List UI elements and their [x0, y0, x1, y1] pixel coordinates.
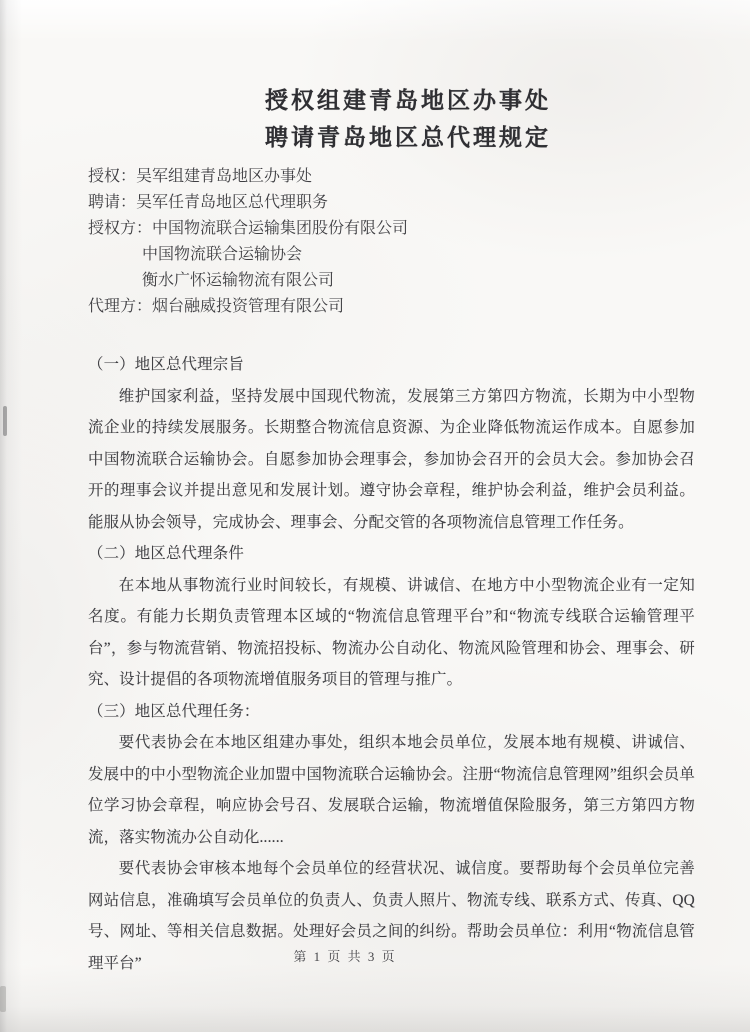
section-1-paragraph: 维护国家利益，坚持发展中国现代物流，发展第三方第四方物流，长期为中小型物流企业的持续发展服务。长期整合物流信息资源、为企业降低物流运作成本。自愿参加中国物流联合运输协会。自愿参加协会理事会，参加协会召开的会员大会。参加协会召开的理事会议并提出意见和发展计划。遵守协会章程，维护协会利益，维护会员利益。能服从协会领导，完成协会、理事会、分配交管的各项物流信息管理工作任务。 — [88, 387, 695, 531]
header-line-appoint — [88, 190, 708, 216]
header-line-agent — [88, 294, 708, 320]
section-3-paragraph-2: 要代表协会审核本地每个会员单位的经营状况、诚信度。要帮助每个会员单位完善网站信息，准确填写会员单位的负责人、负责人照片、物流专线、联系方式、传真、QQ 号、网址、等相关信息数据。处理好会员之间的纠纷。帮助会员单位：利用“物流信息管理平台” — [88, 860, 695, 972]
title-line-1: 授权组建青岛地区办事处 — [265, 88, 551, 113]
section-2-paragraph: 在本地从事物流行业时间较长，有规模、讲诚信、在地方中小型物流企业有一定知名度。有能力长期负责管理本区域的“物流信息管理平台”和“物流专线联合运输管理平台”，参与物流营销、物流招投标、物流办公自动化、物流风险管理和协会、理事会、研究、设计提倡的各项物流增值服务项目的管理与推广。 — [88, 576, 695, 688]
header-label: 聘请： — [88, 194, 137, 211]
header-label: 授权方： — [88, 220, 153, 237]
section-3-paragraph-1: 要代表协会在本地区组建办事处，组织本地会员单位，发展本地有规模、讲诚信、发展中的中小型物流企业加盟中国物流联合运输协会。注册“物流信息管理网”组织会员单位学习协会章程，响应协会号召、发展联合运输，物流增值保险服务，第三方第四方物流，落实物流办公自动化...... — [88, 734, 695, 846]
document-title — [74, 82, 742, 156]
header-label: 授权： — [88, 168, 137, 185]
page-number-footer: 第 1 页 共 3 页 — [293, 949, 397, 964]
header-line-authorizer — [88, 216, 708, 242]
section-3-heading: （三）地区总代理任务： — [88, 702, 260, 720]
header-line-authorizer-2 — [88, 242, 708, 268]
header-text: 中国物流联合运输协会 — [142, 246, 303, 263]
document-header-block — [88, 164, 708, 320]
scan-edge-artifact — [0, 986, 6, 1012]
header-line-authorizer-3 — [88, 268, 708, 294]
header-text: 中国物流联合运输集团股份有限公司 — [152, 220, 409, 237]
header-text: 衡水广怀运输物流有限公司 — [142, 272, 335, 289]
document-body — [88, 349, 695, 979]
header-label: 代理方： — [88, 298, 153, 315]
header-text: 吴军任青岛地区总代理职务 — [136, 194, 329, 211]
header-line-authorize — [88, 164, 708, 190]
title-line-2: 聘请青岛地区总代理规定 — [265, 125, 551, 150]
scan-edge-artifact — [3, 406, 7, 436]
header-text: 吴军组建青岛地区办事处 — [136, 168, 313, 185]
section-2-heading: （二）地区总代理条件 — [88, 545, 244, 562]
section-1-heading: （一）地区总代理宗旨 — [88, 356, 244, 373]
header-text: 烟台融威投资管理有限公司 — [152, 298, 345, 315]
